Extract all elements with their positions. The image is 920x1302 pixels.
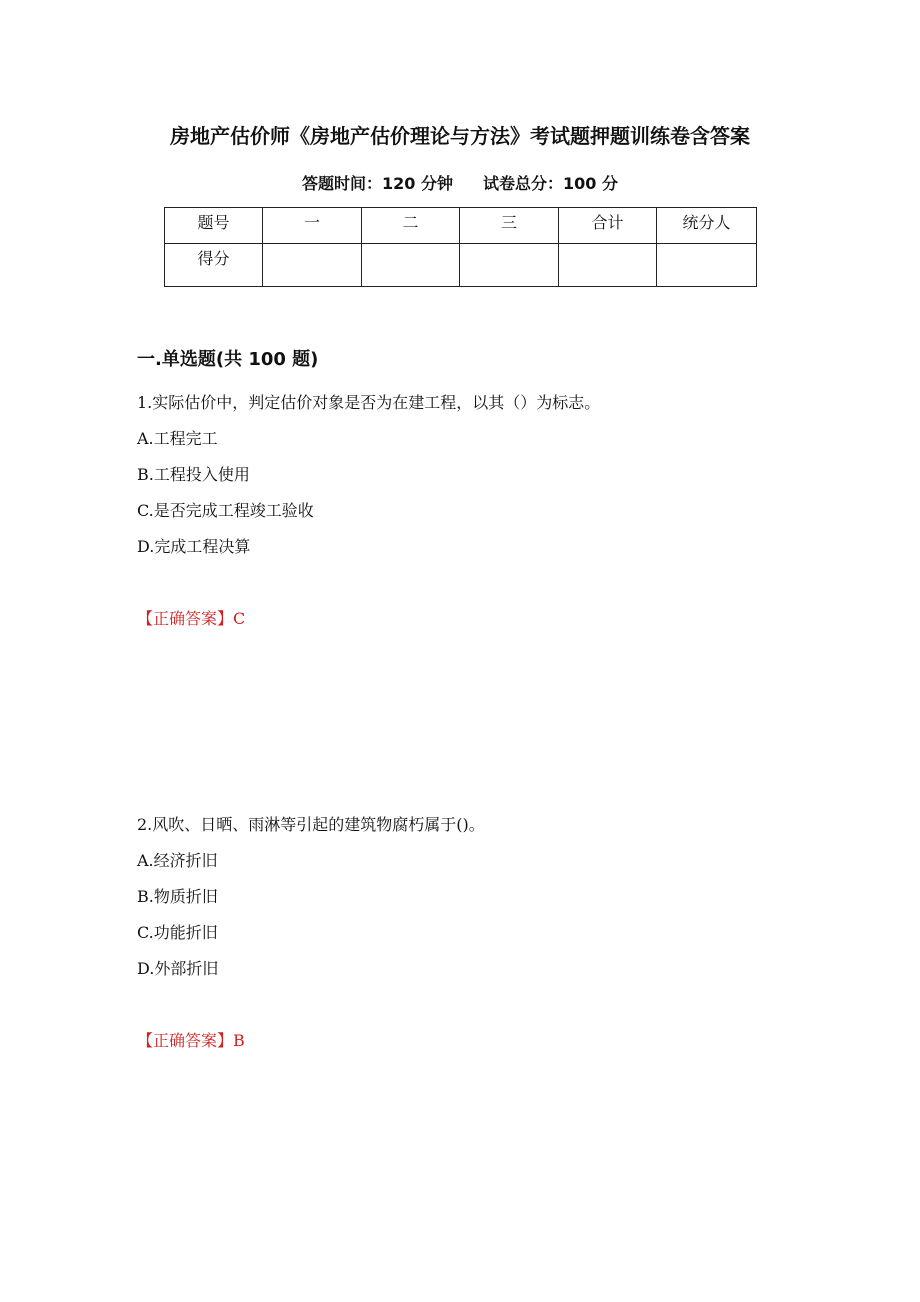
score-table [164, 207, 757, 287]
exam-total-score: 试卷总分：100 分 [483, 174, 618, 193]
question-stem: 2.风吹、日晒、雨淋等引起的建筑物腐朽属于()。 [137, 815, 485, 834]
score-table-score-row [165, 244, 757, 287]
score-header-cell: 二 [362, 208, 460, 244]
answer-label: 【正确答案】 [137, 1031, 234, 1050]
score-row-label: 得分 [165, 244, 263, 287]
question-option: A.经济折旧 [137, 851, 218, 870]
score-cell [657, 244, 757, 287]
question-stem: 1.实际估价中，判定估价对象是否为在建工程，以其（）为标志。 [137, 393, 601, 412]
question-option: B.工程投入使用 [137, 465, 250, 484]
document-title: 房地产估价师《房地产估价理论与方法》考试题押题训练卷含答案 [170, 124, 750, 148]
question-option: C.功能折旧 [137, 923, 218, 942]
score-header-cell: 题号 [165, 208, 263, 244]
question-option: B.物质折旧 [137, 887, 218, 906]
score-cell [263, 244, 362, 287]
exam-meta [0, 173, 920, 195]
score-cell [559, 244, 657, 287]
section-title: 一.单选题(共 100 题) [137, 349, 319, 370]
score-cell [362, 244, 460, 287]
answer-value: C [233, 609, 246, 628]
question-option: A.工程完工 [137, 429, 218, 448]
exam-time: 答题时间：120 分钟 [302, 174, 453, 193]
question-option: C.是否完成工程竣工验收 [137, 501, 314, 520]
answer-label: 【正确答案】 [137, 609, 234, 628]
answer-value: B [233, 1031, 245, 1050]
score-header-cell: 三 [460, 208, 559, 244]
correct-answer [137, 1030, 245, 1052]
correct-answer [137, 608, 245, 630]
score-header-cell: 统分人 [657, 208, 757, 244]
score-header-cell: 合计 [559, 208, 657, 244]
question-option: D.完成工程决算 [137, 537, 251, 556]
question-option: D.外部折旧 [137, 959, 219, 978]
score-cell [460, 244, 559, 287]
score-header-cell: 一 [263, 208, 362, 244]
score-table-header-row [165, 208, 757, 244]
